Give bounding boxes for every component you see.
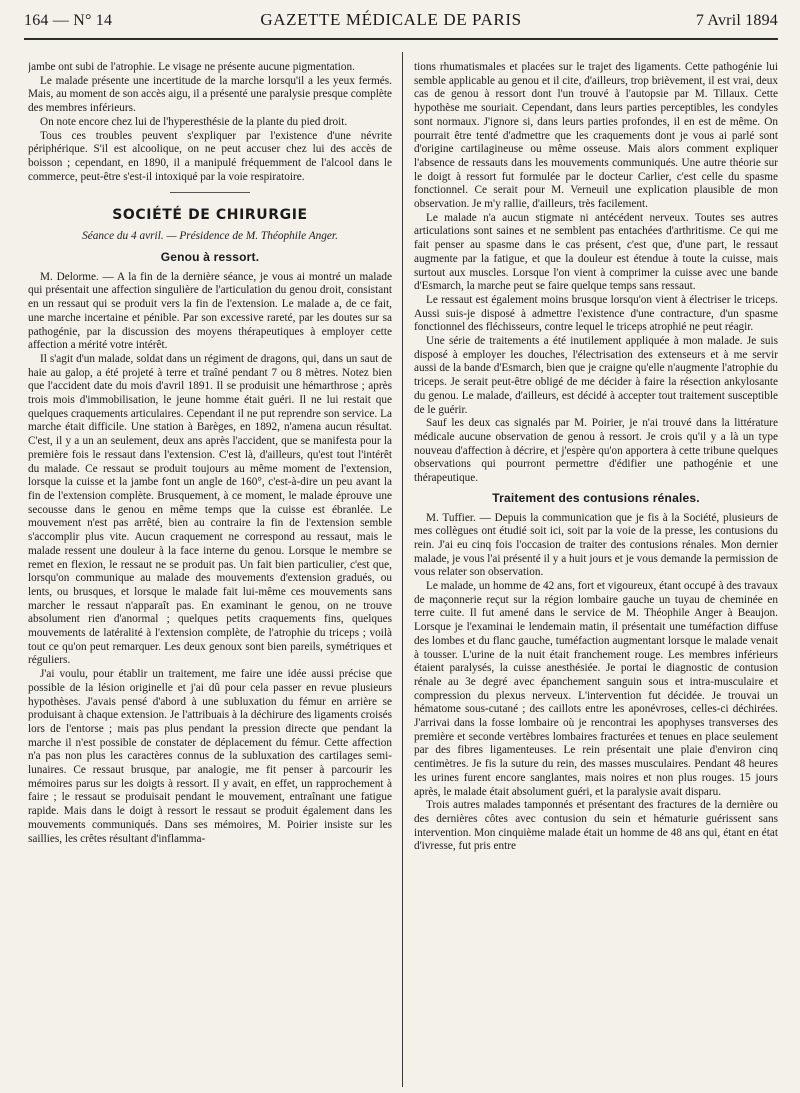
paragraph: jambe ont subi de l'atrophie. Le visage ne présente aucune pigmentation. (28, 61, 355, 73)
paragraph: M. Tuffier. — Depuis la communication que je fis à la Société, plusieurs de mes collègues ont étudié soit ici, soit par la voie de la presse, les contusions du rein. J'ai eu cinq fois l'occasion de traiter des contusions rénales. Mon dernier malade, je vous l'ai présenté il y a huit jours et je vous demande la permission de vous relater son observation. (414, 511, 778, 579)
paragraph: Le malade présente une incertitude de la marche lorsqu'il a les yeux fermés. Mais, au moment de son accès aigu, il a présenté une paralysie presque complète des membres inférieurs. (28, 74, 392, 115)
paragraph: Sauf les deux cas signalés par M. Poirier, je n'ai trouvé dans la littérature médicale aucune observation de genou à ressort. Je crois qu'il y a là un type nouveau d'affection à décrire, et j'espère qu'on apportera à cette tribune quelques observations qui pourront permettre d'édifier une pathogénie et une thérapeutique. (414, 417, 778, 485)
paragraph: Tous ces troubles peuvent s'expliquer par l'existence d'une névrite périphérique. S'il est alcoolique, on ne peut accuser chez lui des accès de boisson ; cependant, en 1890, il a manipulé fréquemment de l'alcool dans le commerce, peut-être s'est-il intoxiqué par la voie respiratoire. (28, 129, 392, 183)
paragraph: Le malade, un homme de 42 ans, fort et vigoureux, étant occupé à des travaux de maçonnerie reçut sur la région lombaire gauche un tuyau de cheminée en terre cuite. Il fut amené dans le service de M. Théophile Anger à Beaujon. Lorsque je l'examinai le lendemain matin, il présentait une tuméfaction diffuse des lombes et du flanc gauche, tuméfaction augmentant lorsque le malade venait à tousser. L'urine de la nuit était franchement rouge. Les membres inférieurs étaient paralysés, la cuisse anesthésiée. Je portai le diagnostic de contusion rénale au 3e degré avec épanchement sanguin sous et intra-musculaire et compression du plexus nerveux. L'intervention fut décidée. Je trouvai un hématome sous-cutané ; des caillots entre les aponévroses, celles-ci déchirées. J'arrivai dans la fosse lombaire où je rencontrai les apophyses transverses des première et seconde vertèbres lombaires fracturées et tenues en place seulement par des fibres ligamenteuses. Le rein présentait une plaie d'environ cinq centimètres. Je fis la suture du rein, des masses musculaires. Pendant 48 heures les urines furent encore sanglantes, mais noires et non plus rouges. 15 jours après, le malade était absolument guéri, et la paralysie avait disparu. (414, 580, 778, 798)
paragraph: tions rhumatismales et placées sur le trajet des ligaments. Cette pathogénie lui semble applicable au genou et il cite, d'ailleurs, trop brièvement, il est vrai, deux cas de genou à ressort dont l'un trouvé à l'autopsie par M. Tillaux. Cette hypothèse me souriait. Cependant, dans leurs parties perceptibles, les condyles sont normaux. J'ignore si, dans leurs parties profondes, il en est de même. On pourrait être tenté d'admettre que les craquements dont je vous ai parlé sont d'origine cartilagineuse ou même osseuse. Mais alors comment expliquer l'absence de ressauts dans les mouvements communiqués. Une autre théorie sur le doigt à ressort fut formulée par le docteur Carlier, c'est celle du spasme fonctionnel. Ce serait pour M. Verneuil une explication plausible de mon observation. Je m'y rallie, d'ailleurs, très facilement. (414, 61, 778, 211)
paragraph: Trois autres malades tamponnés et présentant des fractures de la dernière ou des dernières côtes avec contusion du sein et hématurie guérissent sans intervention. Mon cinquième malade était un homme de 48 ans qui, étant en état d'ivresse, fut pris entre (414, 799, 778, 853)
session-line: Séance du 4 avril. — Présidence de M. Théophile Anger. (82, 230, 338, 243)
paragraph: M. Delorme. — A la fin de la dernière séance, je vous ai montré un malade qui présentait une affection singulière de l'articulation du genou droit, consistant en un ressaut qui se produit vers la fin de l'extension. Le malade a, de ce fait, une marche incertaine et pénible. Par son excessive rareté, par les doutes sur sa pathogénie, par la discussion des moyens thérapeutiques à employer cette affection a mérité votre intérêt. (28, 270, 392, 352)
page-header (24, 10, 778, 32)
paragraph: J'ai voulu, pour établir un traitement, me faire une idée aussi précise que possible de la lésion originelle et j'ai dû pour cela passer en revue plusieurs hypothèses. J'avais pensé d'abord à une subluxation du fémur en arrière se produisant à chaque extension. Je l'attribuais à la déchirure des ligaments croisés lors de l'entorse ; mais pas plus pendant la pression directe que pendant la marche il n'est possible de constater de déplacement du fémur. Cette affection n'a pas non plus les caractères connus de la subluxation des cartilages semi-lunaires. Ce ressaut brusque, par analogie, me fit penser à parcourir les mémoires parus sur les doigts à ressort. Il y avait, en effet, un rapprochement à faire ; le ressaut se produisait pendant le mouvement, entraînant une fatigue rapide. Mais dans le doigt à ressort le ressaut se produit également dans les mouvements communiqués. Dans ses mémoires, M. Poirier insiste sur les saillies, les crêtes résultant d'inflamma- (28, 668, 392, 845)
paragraph: On note encore chez lui de l'hyperesthésie de la plante du pied droit. (40, 115, 348, 128)
left-column (28, 61, 392, 1083)
issue-date: 7 Avril 1894 (695, 12, 778, 29)
paragraph: Le ressaut est également moins brusque lorsqu'on vient à électriser le triceps. Aussi suis-je disposé à admettre l'existence d'une contracture, d'un spasme fonctionnel des fléchisseurs, contre lequel le triceps atrophié ne peut réagir. (414, 293, 778, 334)
publication-title: GAZETTE MÉDICALE DE PARIS (260, 10, 522, 29)
section-title: SOCIÉTÉ DE CHIRURGIE (112, 207, 308, 224)
right-column (414, 61, 778, 1083)
paragraph: Il s'agit d'un malade, soldat dans un régiment de dragons, qui, dans un saut de haie au galop, a été projeté à terre et traîné pendant 7 ou 8 mètres. Notez bien que l'accident date du mois d'avril 1891. Il se produisit une hémarthrose ; après trois mois d'immobilisation, le jeune homme était guéri. Il ne lui restait que quelques craquements articulaires. Cependant il ne put reprendre son service. La marche était difficile. Une station à Barèges, en 1892, n'amena aucun résultat. C'est, il y a un an seulement, deux ans après l'accident, que se manifesta pour la première fois le ressaut dans l'extension. C'est là, d'ailleurs, qu'est tout l'intérêt du malade. Ce ressaut se produit toujours au même moment de l'extension, lorsque la cuisse et la jambe font un angle de 160°, c'est-à-dire un peu avant la fin de l'extension complète. Brusquement, à ce moment, le malade éprouve une secousse dans le genou en même temps que la cuisse est ébranlée. Le mouvement n'est pas arrêté, bien au contraire la fin de l'extension semble s'accomplir plus vite. Aucun craquement ne correspond au ressaut, mais le malade ressent une douleur à la face interne du genou. Lorsque le membre se remet en flexion, le ressaut ne se produit pas. Un fait bien particulier, c'est que, lorsqu'on communique au malade des mouvements d'extension gradués, ou lents, ou brusques, et lorsque le malade fait lui-même ces mouvements sans marcher le ressaut n'apparaît pas. En examinant le genou, on ne trouve absolument rien d'anormal ; quelques petits craquements fins, quelques mouvements de latéralité à l'extension complète, de l'atrophie du triceps ; voilà tout ce qu'on peut remarquer. Les deux genoux sont bien pareils, symétriques et réguliers. (28, 352, 392, 667)
paragraph: Une série de traitements a été inutilement appliquée à mon malade. Je suis disposé à employer les douches, l'électrisation des extenseurs et à me servir aussi de la bande d'Esmarch, bien que je craigne qu'elle n'augmente l'atrophie du triceps. Je serait peut-être obligé de me décider à faire la résection ankylosante du genou. Le malade, d'ailleurs, est décidé à accepter tout traitement susceptible de le guérir. (414, 335, 778, 416)
section-separator (170, 192, 250, 193)
header-rule (24, 38, 778, 40)
article-heading: Genou à ressort. (160, 250, 260, 265)
paragraph: Le malade n'a aucun stigmate ni antécédent nerveux. Toutes ses autres articulations sont saines et ne semblent pas entachées d'arthritisme. Ce qui me fait penser au spasme dans le cas présent, c'est que, d'une part, le ressaut augmente par la fatigue, et que la douleur est étendue à toute la cuisse, mais surtout aux muscles. Lorsque l'on vient à comprimer la cuisse avec une bande d'Esmarch, la marche peut se faire quelque temps sans ressaut. (414, 211, 778, 293)
column-divider (402, 52, 403, 1087)
article-heading: Traitement des contusions rénales. (492, 490, 700, 505)
page-number: 164 — N° 14 (24, 12, 113, 29)
